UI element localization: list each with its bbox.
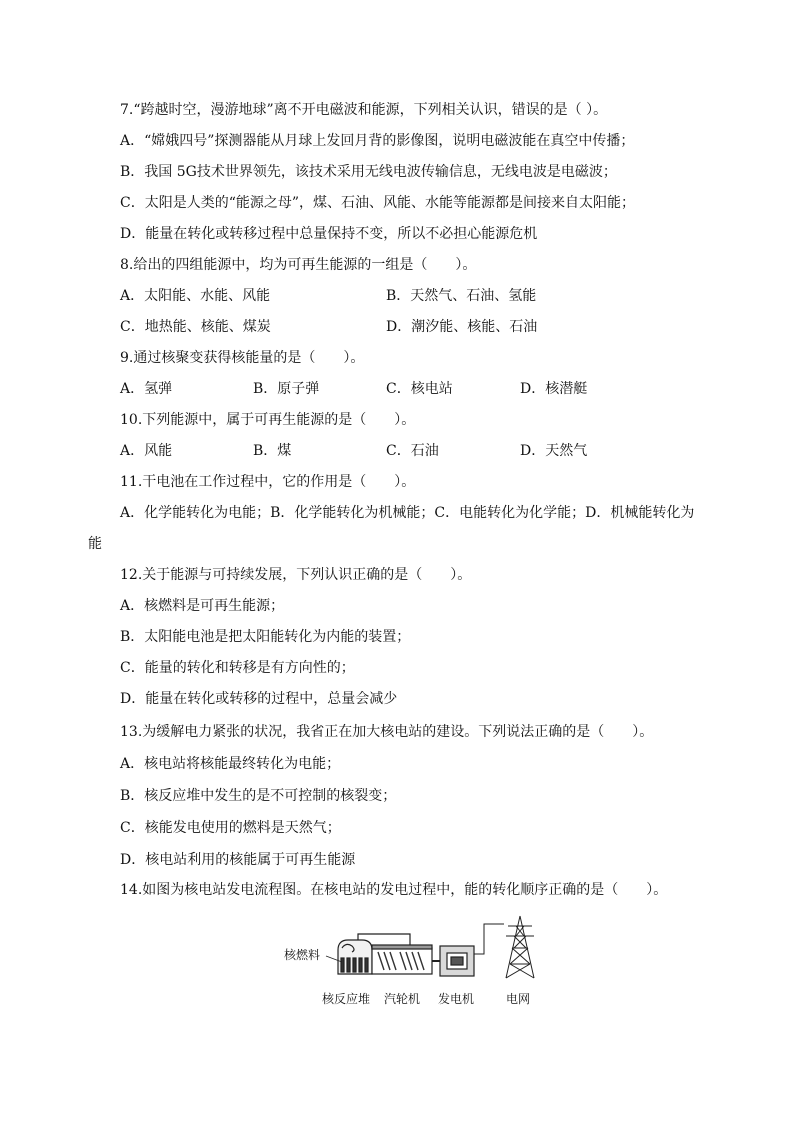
reactor-icon xyxy=(338,940,372,974)
q13-option-b: B．核反应堆中发生的是不可控制的核裂变； xyxy=(120,788,397,804)
q7-option-a: A．“嫦娥四号”探测器能从月球上发回月背的影像图，说明电磁波能在真空中传播； xyxy=(120,133,635,149)
q8-option-b: B．天然气、石油、氢能 xyxy=(386,288,537,304)
q12-option-b: B．太阳能电池是把太阳能转化为内能的装置； xyxy=(120,629,411,645)
q13-stem: 13.为缓解电力紧张的状况，我省正在加大核电站的建设。下列说法正确的是（ ）。 xyxy=(120,724,654,740)
q7-stem: 7.“跨越时空，漫游地球”离不开电磁波和能源，下列相关认识，错误的是（ ）。 xyxy=(120,102,608,118)
fuel-label: 核燃料 xyxy=(284,948,321,962)
generator-label: 发电机 xyxy=(438,992,475,1006)
q10-option-b: B．煤 xyxy=(253,443,292,459)
reactor-label: 核反应堆 xyxy=(322,992,371,1006)
generator-icon xyxy=(440,946,474,976)
q9-option-a: A．氢弹 xyxy=(120,381,173,397)
q12-stem: 12.关于能源与可持续发展，下列认识正确的是（ ）。 xyxy=(120,567,472,583)
q12-option-c: C．能量的转化和转移是有方向性的； xyxy=(120,660,355,676)
q8-option-c: C．地热能、核能、煤炭 xyxy=(120,319,271,335)
q7-option-c: C．太阳是人类的“能源之母”，煤、石油、风能、水能等能源都是间接来自太阳能； xyxy=(120,195,636,211)
q10-option-c: C．石油 xyxy=(386,443,439,459)
power-tower-icon xyxy=(506,916,534,978)
q9-stem: 9.通过核聚变获得核能量的是（ ）。 xyxy=(120,350,365,366)
q10-option-a: A．风能 xyxy=(120,443,173,459)
q14-stem: 14.如图为核电站发电流程图。在核电站的发电过程中，能的转化顺序正确的是（ ）。 xyxy=(120,882,668,898)
q8-stem: 8.给出的四组能源中，均为可再生能源的一组是（ ）。 xyxy=(120,257,477,273)
q9-option-c: C．核电站 xyxy=(386,381,453,397)
turbine-icon xyxy=(372,945,432,974)
q11-stem: 11.干电池在工作过程中，它的作用是（ ）。 xyxy=(120,474,416,490)
grid-label: 电网 xyxy=(506,992,531,1006)
q13-option-c: C．核能发电使用的燃料是天然气； xyxy=(120,820,341,836)
q9-option-b: B．原子弹 xyxy=(253,381,320,397)
q12-option-d: D．能量在转化或转移的过程中，总量会减少 xyxy=(120,691,398,707)
q12-option-a: A．核燃料是可再生能源； xyxy=(120,598,285,614)
q7-option-d: D．能量在转化或转移过程中总量保持不变，所以不必担心能源危机 xyxy=(120,226,538,242)
q7-option-b: B．我国 5G技术世界领先，该技术采用无线电波传输信息，无线电波是电磁波； xyxy=(120,164,617,180)
q10-stem: 10.下列能源中，属于可再生能源的是（ ）。 xyxy=(120,412,416,428)
q11-options: A．化学能转化为电能；B．化学能转化为机械能；C．电能转化为化学能；D．机械能转化为 xyxy=(120,505,695,521)
q13-option-d: D．核电站利用的核能属于可再生能源 xyxy=(120,852,356,868)
q13-option-a: A．核电站将核能最终转化为电能； xyxy=(120,756,341,772)
nuclear-power-flow-diagram xyxy=(280,912,540,1012)
q10-option-d: D．天然气 xyxy=(520,443,588,459)
q8-option-a: A．太阳能、水能、风能 xyxy=(120,288,271,304)
turbine-label: 汽轮机 xyxy=(384,992,421,1006)
q11-options-wrap: 能 xyxy=(88,536,102,552)
q9-option-d: D．核潜艇 xyxy=(520,381,588,397)
q8-option-d: D．潮汐能、核能、石油 xyxy=(386,319,538,335)
